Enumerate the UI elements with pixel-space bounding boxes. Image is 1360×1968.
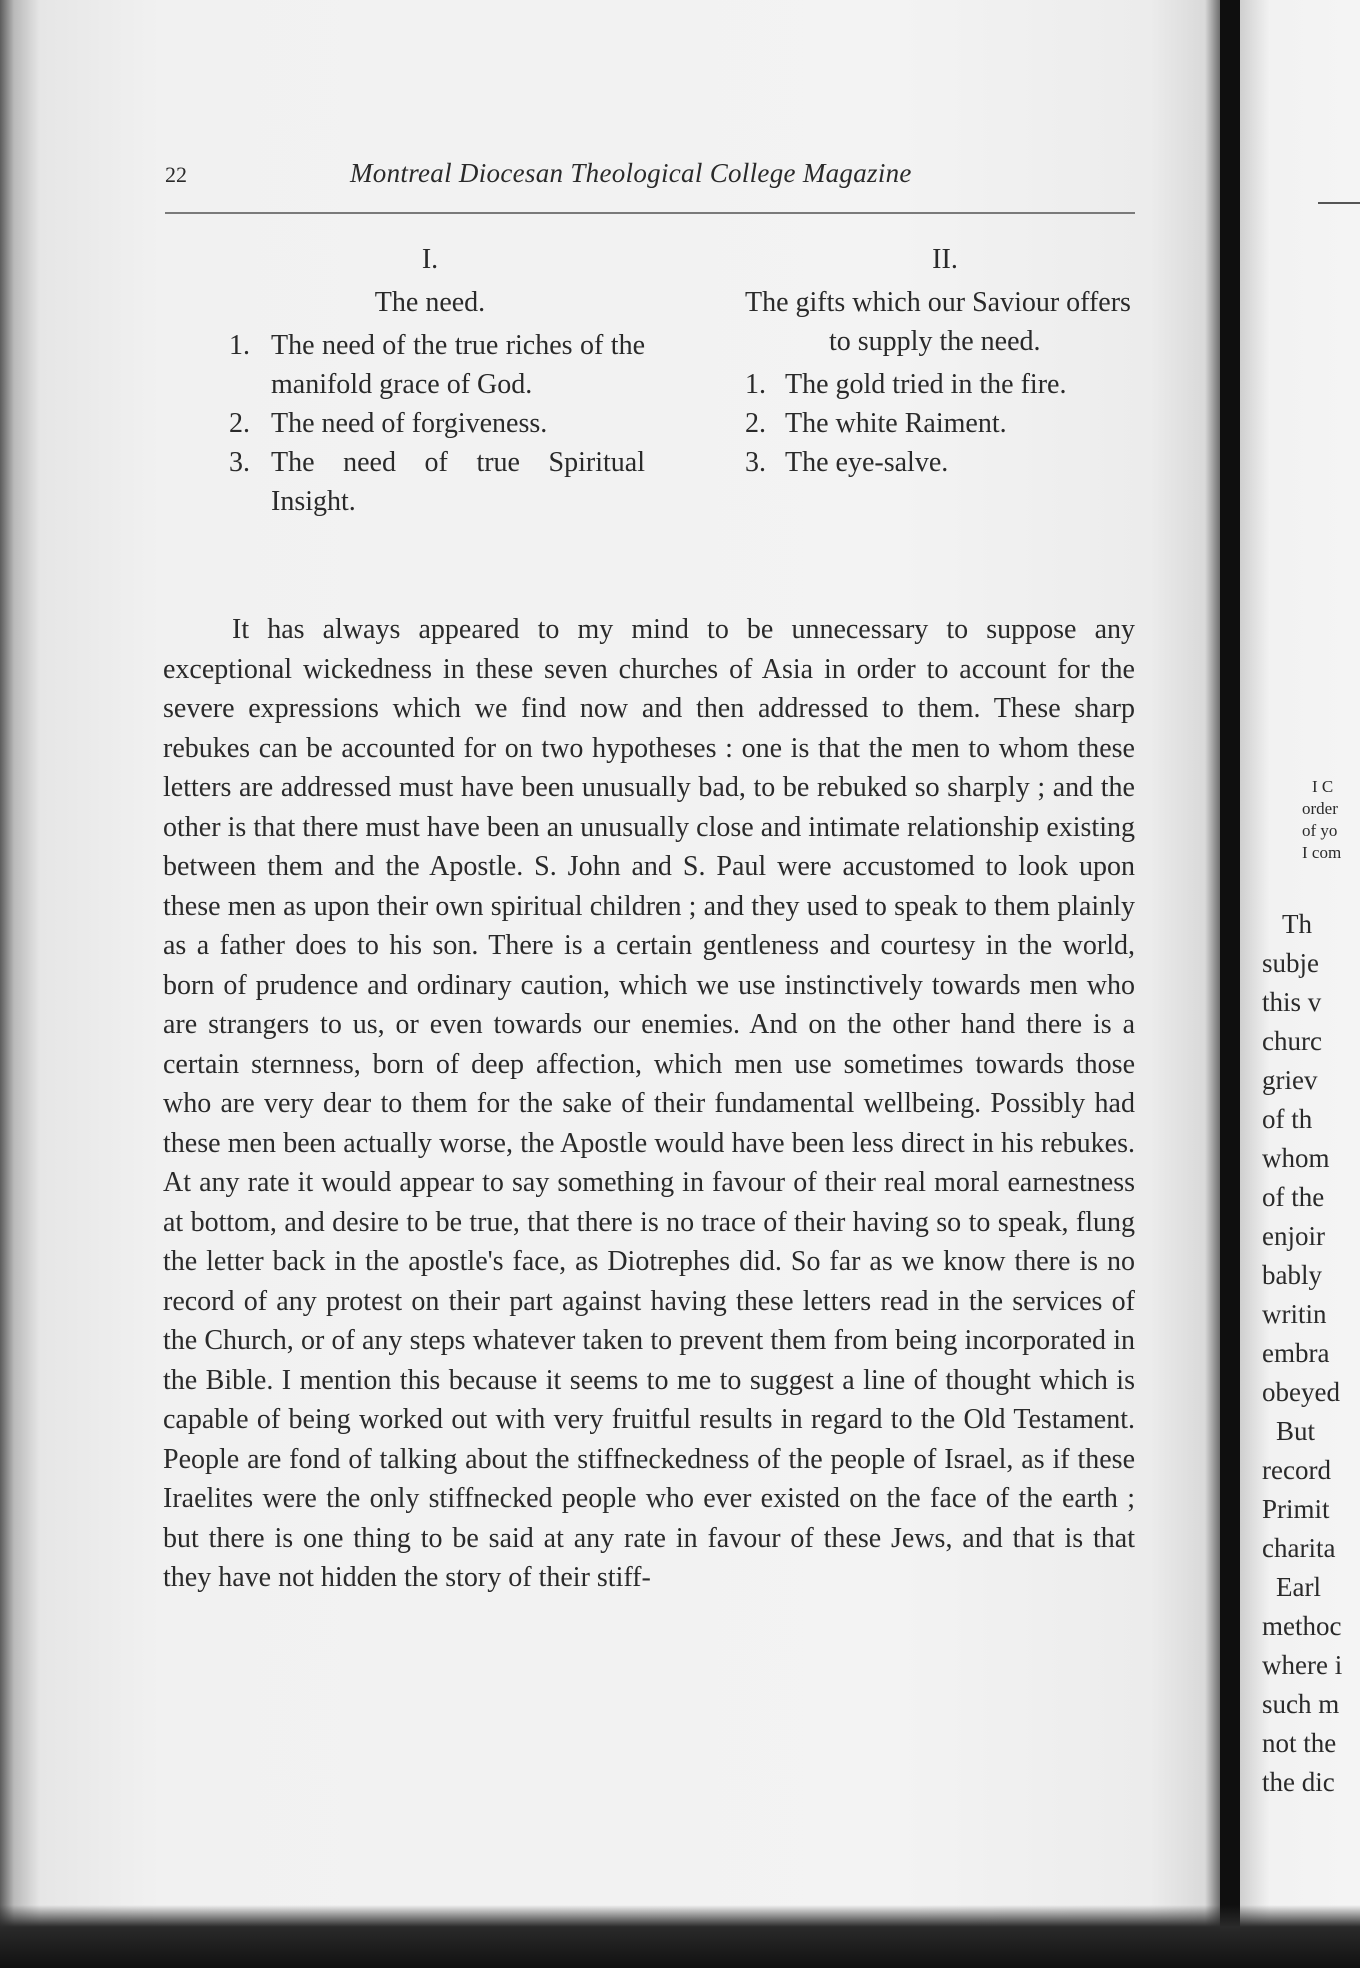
text-fragment: methoc: [1262, 1611, 1342, 1641]
text-fragment: obeyed: [1262, 1377, 1340, 1407]
text-fragment: of the: [1262, 1182, 1325, 1212]
column-need: [215, 240, 645, 521]
list-item: [745, 443, 1145, 482]
list-item: [215, 443, 645, 521]
item-number: 1.: [229, 330, 250, 361]
text-fragment: not the: [1262, 1728, 1337, 1758]
text-fragment: of yo: [1302, 821, 1338, 840]
text-fragment: embra: [1262, 1338, 1330, 1368]
text-fragment: enjoir: [1262, 1221, 1325, 1251]
gifts-list: [745, 365, 1145, 482]
column-numeral: II.: [932, 244, 958, 275]
page-gutter: [1220, 0, 1240, 1968]
text-fragment: whom: [1262, 1143, 1330, 1173]
header-rule: [165, 212, 1135, 214]
list-item: [215, 404, 645, 443]
text-fragment: subje: [1262, 948, 1319, 978]
right-bottom-lines: [1262, 905, 1360, 1802]
text-fragment: griev: [1262, 1065, 1318, 1095]
column-heading: The need.: [374, 287, 486, 318]
page-bottom-edge: [0, 1905, 1360, 1968]
list-item: [745, 365, 1145, 404]
column-gifts: [745, 240, 1145, 482]
item-text: The need of the true riches of the manifold grace of God.: [271, 330, 645, 400]
item-text: The white Raiment.: [785, 408, 1007, 439]
item-number: 3.: [745, 447, 766, 478]
item-text: The need of true Spiritual Insight.: [271, 447, 645, 517]
text-fragment: the dic: [1262, 1767, 1335, 1797]
item-text: The need of forgiveness.: [271, 408, 548, 439]
running-title: Montreal Diocesan Theological College Magazine: [350, 158, 912, 188]
text-fragment: where i: [1262, 1650, 1343, 1680]
item-number: 3.: [229, 447, 250, 478]
text-fragment: writin: [1262, 1299, 1327, 1329]
page-number: 22: [165, 162, 187, 187]
text-fragment: bably: [1262, 1260, 1322, 1290]
item-text: The eye-salve.: [785, 447, 949, 478]
text-fragment: charita: [1262, 1533, 1336, 1563]
text-fragment: Th: [1282, 909, 1312, 939]
column-numeral: I.: [421, 244, 439, 275]
list-item: [745, 404, 1145, 443]
text-fragment: churc: [1262, 1026, 1322, 1056]
item-number: 2.: [229, 408, 250, 439]
right-small-lines: [1302, 776, 1360, 864]
list-item: [215, 326, 645, 404]
text-fragment: I com: [1302, 843, 1342, 862]
right-page-rule: [1318, 202, 1360, 204]
text-fragment: But: [1276, 1416, 1316, 1446]
item-text: The gold tried in the fire.: [785, 369, 1067, 400]
body-paragraph: It has always appeared to my mind to be unnecessary to suppose any exceptional wickedness in these seven churches of Asia in order to account for the severe expressions which we find now and then addressed to them. These sharp rebukes can be accounted for on two hypotheses : one is that the men to whom these letters are addressed must have been unusually bad, to be rebuked so sharply ; and the other is that there must have been an unusually close and intimate relationship existing between them and the Apostle. S. John and S. Paul were accustomed to look upon these men as upon their own spiritual children ; and they used to speak to them plainly as a father does to his son. There is a certain gentleness and courtesy in the world, born of prudence and ordinary caution, which we use instinctively towards men who are strangers to us, or even towards our enemies. And on the other hand there is a certain sternness, born of deep affection, which men use sometimes towards those who are very dear to them for the sake of their fundamental wellbeing. Possibly had these men been actually worse, the Apostle would have been less direct in his rebukes. At any rate it would appear to say something in favour of their real moral earnestness at bottom, and desire to be true, that there is no trace of their having so to speak, flung the letter back in the apostle's face, as Diotrephes did. So far as we know there is no record of any protest on their part against having these letters read in the services of the Church, or of any steps whatever taken to prevent them from being incorporated in the Bible. I mention this because it seems to me to suggest a line of thought which is capable of being worked out with very fruitful results in regard to the Old Testament. People are fond of talking about the stiffneckedness of the people of Israel, as if these Iraelites were the only stiffnecked people who ever existed on the face of the earth ; but there is one thing to be said at any rate in favour of these Jews, and that is that they have not hidden the story of their stiff-: [163, 614, 1135, 1593]
text-fragment: record: [1262, 1455, 1331, 1485]
column-heading: The gifts which our Saviour offers to supply the need.: [745, 287, 1131, 357]
need-list: [215, 326, 645, 521]
text-fragment: Primit: [1262, 1494, 1330, 1524]
text-fragment: Earl: [1276, 1572, 1321, 1602]
text-fragment: I C: [1312, 777, 1334, 796]
text-fragment: order: [1302, 799, 1338, 818]
item-number: 1.: [745, 369, 766, 400]
text-fragment: such m: [1262, 1689, 1340, 1719]
page-header: [165, 158, 1135, 202]
item-number: 2.: [745, 408, 766, 439]
text-fragment: of th: [1262, 1104, 1313, 1134]
text-fragment: this v: [1262, 987, 1322, 1017]
